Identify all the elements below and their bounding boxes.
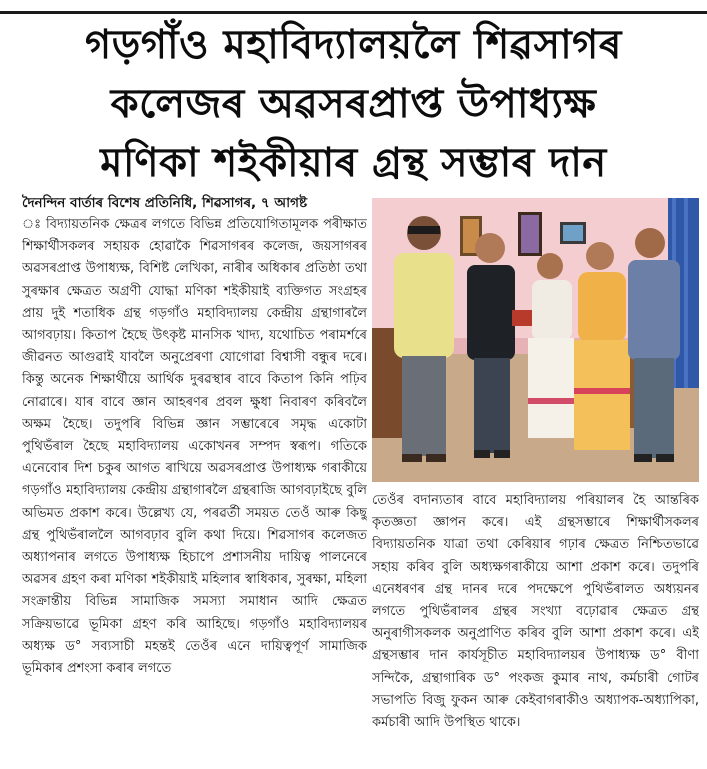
article-body-right-column: তেওঁৰ বদান্যতাৰ বাবে মহাবিদ্যালয় পৰিয়ালৰ হৈ আন্তৰিক কৃতজ্ঞতা জ্ঞাপন কৰে। এই গ্ৰন্থসম্ভাৰে শিক্ষাৰ্থীসকলৰ বিদ্যায়তনিক যাত্ৰা তথা কেৰিয়াৰ গঢ়াৰ ক্ষেত্ৰত নিশ্চিতভাৱে সহায় কৰিব বুলি অধ্যক্ষগৰাকীয়ে আশা প্ৰকাশ কৰে। তদুপৰি এনেধৰণৰ গ্ৰন্থ দানৰ দৰে পদক্ষেপে পুথিভঁৰালত অধ্যয়নৰ লগতে পুথিভঁৰালৰ গ্ৰন্থৰ সংখ্যা বঢ়োৱাৰ ক্ষেত্ৰত গ্ৰন্থ অনুৰাগীসকলক অনুপ্ৰাণিত কৰিব বুলি আশা প্ৰকাশ কৰে। এই গ্ৰন্থসম্ভাৰ দান কাৰ্যসূচীত মহাবিদ্যালয়ৰ উপাধ্যক্ষ ড° বীণা সন্দিকৈ, গ্ৰন্থাগাৰিক ড° পংকজ কুমাৰ নাথ, কৰ্মচাৰী গোটৰ সভাপতি বিজু ফুকন আৰু কেইবাগৰাকীও অধ্যাপক-অধ্যাপিকা, কৰ্মচাৰী আদি উপস্থিত থাকে।: [372, 493, 699, 731]
headline-line-1: গড়গাঁও মহাবিদ্যালয়লৈ শিৱসাগৰ: [85, 22, 622, 68]
top-border: [0, 0, 707, 14]
headline-line-3: মণিকা শইকীয়াৰ গ্ৰন্থ সম্ভাৰ দান: [100, 140, 607, 186]
article-body-left-column: ঃ বিদ্যায়তনিক ক্ষেত্ৰৰ লগতে বিভিন্ন প্ৰতিযোগিতামূলক পৰীক্ষাত শিক্ষাৰ্থীসকলৰ সহায়ক হোৱাকৈ শিৱসাগৰৰ কলেজ, জয়সাগৰৰ অৱসৰপ্ৰাপ্ত উপাধ্যক্ষ, বিশিষ্ট লেখিকা, নাৰীৰ অধিকাৰ প্ৰতিষ্ঠা তথা সুৰক্ষাৰ ক্ষেত্ৰত অগ্ৰণী যোদ্ধা মণিকা শইকীয়াই ব্যক্তিগত সংগ্ৰহৰ প্ৰায় দুই শতাধিক গ্ৰন্থ গড়গাঁও মহাবিদ্যালয় কেন্দ্ৰীয় গ্ৰন্থাগাৰলৈ আগবঢ়ায়। কিতাপ হৈছে উৎকৃষ্ট মানসিক খাদ্য, যথোচিত পৰামৰ্শৰে জীৱনত আগুৱাই যাবলৈ অনুপ্ৰেৰণা যোগোৱা বিশ্বাসী বন্ধুৰ দৰে। কিন্তু অনেক শিক্ষাৰ্থীয়ে আৰ্থিক দুৰৱস্থাৰ বাবে কিতাপ কিনি পঢ়িব নোৱাৰে। যাৰ বাবে জ্ঞান আহৰণৰ প্ৰবল ক্ষুধা নিবাৰণ কৰিবলৈ অক্ষম হৈছে। তদুপৰি বিভিন্ন জ্ঞান সম্ভাৰেৰে সমৃদ্ধ একোটা পুথিভঁৰাল হৈছে মহাবিদ্যালয় একোখনৰ সম্পদ স্বৰূপ। গতিকে এনেবোৰ দিশ চকুৰ আগত ৰাখিয়ে অৱসৰপ্ৰাপ্ত উপাধ্যক্ষ গৰাকীয়ে গড়গাঁও মহাবিদ্যালয় কেন্দ্ৰীয় গ্ৰন্থাগাৰলৈ গ্ৰন্থৰাজি আগবঢ়াইছে বুলি অভিমত প্ৰকাশ কৰে। উল্লেখ্য যে, পৰৱৰ্তী সময়ত তেওঁ আৰু কিছু গ্ৰন্থ পুথিভঁৰাললৈ আগবঢ়াব বুলি কথা দিয়ে। শিৱসাগৰ কলেজত অধ্যাপনাৰ লগতে উপাধ্যক্ষ হিচাপে প্ৰশাসনীয় দায়িত্ব পালনেৰে অৱসৰ গ্ৰহণ কৰা মণিকা শইকীয়াই মহিলাৰ স্বাধিকাৰ, সুৰক্ষা, মহিলা সংক্ৰান্তীয় বিভিন্ন সামাজিক সমস্যা সমাধান আদি ক্ষেত্ৰত সক্ৰিয়ভাৱে ভূমিকা গ্ৰহণ কৰি আহিছে। গড়গাঁও মহাবিদ্যালয়ৰ অধ্যক্ষ ড° সব্যসাচী মহন্তই তেওঁৰ এনে দায়িত্বপূৰ্ণ সামাজিক ভূমিকাৰ প্ৰশংসা কৰাৰ লগতে: [22, 217, 367, 677]
headline-line-2: কলেজৰ অৱসৰপ্ৰাপ্ত উপাধ্যক্ষ: [110, 81, 597, 127]
photo-icon: [372, 198, 699, 482]
headline: [8, 16, 699, 193]
article-photo: [372, 198, 699, 482]
clipped-text-fragment: [30, 0, 150, 6]
clipped-text-fragment: [430, 0, 630, 6]
byline: দৈনন্দিন বাৰ্তাৰ বিশেষ প্ৰতিনিধি, শিৱসাগৰ, ৭ আগষ্ট: [22, 195, 308, 211]
clipped-text-fragment: [250, 0, 340, 6]
